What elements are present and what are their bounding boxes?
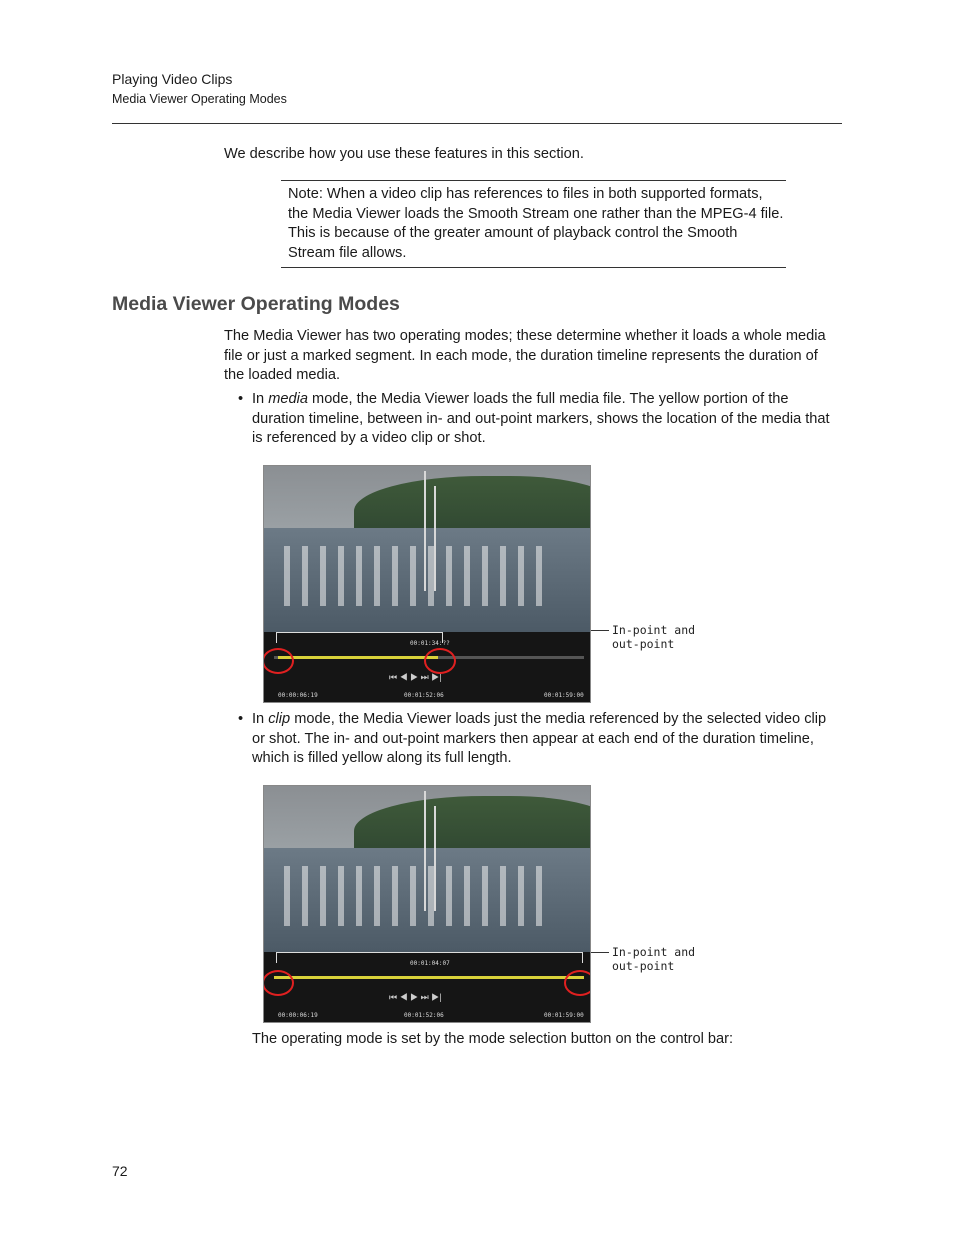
out-point-marker-circle [564, 970, 591, 996]
callout-label [612, 945, 695, 973]
intro-paragraph: We describe how you use these features in this section. [224, 146, 584, 162]
bullet-dot: • [238, 391, 244, 407]
timeline-position-time: 00:01:04:07 [410, 960, 450, 967]
callout-line2: out-point [612, 959, 675, 973]
bullet-media-mode [238, 390, 842, 449]
bullet-text-pre: In [252, 711, 269, 727]
duration-timeline[interactable] [274, 976, 584, 979]
bullet-text-pre: In [252, 391, 269, 407]
time-mid: 00:01:52:06 [404, 692, 444, 699]
time-mid: 00:01:52:06 [404, 1012, 444, 1019]
out-point-marker-circle [424, 648, 456, 674]
transport-controls[interactable]: ⏮ ◀ ▶ ⏭ ▶| [389, 992, 442, 1002]
callout-line1: In-point and [612, 945, 696, 959]
header-rule [112, 123, 842, 124]
callout-line [591, 630, 609, 631]
page-number: 72 [112, 1163, 128, 1179]
callout-label [612, 623, 695, 651]
callout-line1: In-point and [612, 623, 696, 637]
time-right: 00:01:59:00 [544, 1012, 584, 1019]
timeline-yellow-segment [278, 656, 438, 659]
time-left: 00:00:06:19 [278, 692, 318, 699]
transport-controls[interactable]: ⏮ ◀ ▶ ⏭ ▶| [389, 672, 442, 682]
timeline-position-time: 00:01:34:?? [410, 640, 450, 647]
video-mast [434, 486, 436, 591]
time-right: 00:01:59:00 [544, 692, 584, 699]
note-box: Note: When a video clip has references to files in both supported formats, the Media Viewer loads the Smooth Stream one rather than the MPEG-4 file. This is because of the greater amount of playback control the Smooth Stream file allows. [281, 180, 786, 268]
callout-bracket [276, 952, 583, 963]
callout-line2: out-point [612, 637, 675, 651]
in-point-marker-circle [263, 648, 294, 674]
time-left: 00:00:06:19 [278, 1012, 318, 1019]
media-mode-screenshot [263, 465, 591, 703]
video-mast [434, 806, 436, 911]
closing-paragraph: The operating mode is set by the mode selection button on the control bar: [252, 1031, 734, 1047]
section-heading: Media Viewer Operating Modes [112, 293, 400, 315]
bullet-dot: • [238, 711, 244, 727]
section-paragraph: The Media Viewer has two operating modes; these determine whether it loads a whole media file or just a marked segment. In each mode, the duration timeline represents the duration of the loaded media. [224, 328, 826, 384]
callout-bracket [276, 632, 443, 643]
video-boats [284, 546, 544, 606]
bullet-text-em: media [268, 391, 308, 407]
bullet-text-post: mode, the Media Viewer loads just the media referenced by the selected video clip or shot. The in- and out-point markers then appear at each end of the duration timeline, which is filled yellow along its full length. [252, 711, 827, 767]
bullet-text-post: mode, the Media Viewer loads the full media file. The yellow portion of the duration timeline, between in- and out-point markers, shows the location of the media that is referenced by a video clip or shot. [252, 391, 830, 447]
video-mast [424, 471, 426, 591]
video-boats [284, 866, 544, 926]
in-point-marker-circle [263, 970, 294, 996]
clip-mode-screenshot [263, 785, 591, 1023]
running-header-chapter: Playing Video Clips [112, 71, 233, 87]
bullet-text-em: clip [268, 711, 291, 727]
running-header-section: Media Viewer Operating Modes [112, 92, 287, 106]
callout-line [591, 952, 609, 953]
video-mast [424, 791, 426, 911]
bullet-clip-mode [238, 710, 842, 769]
